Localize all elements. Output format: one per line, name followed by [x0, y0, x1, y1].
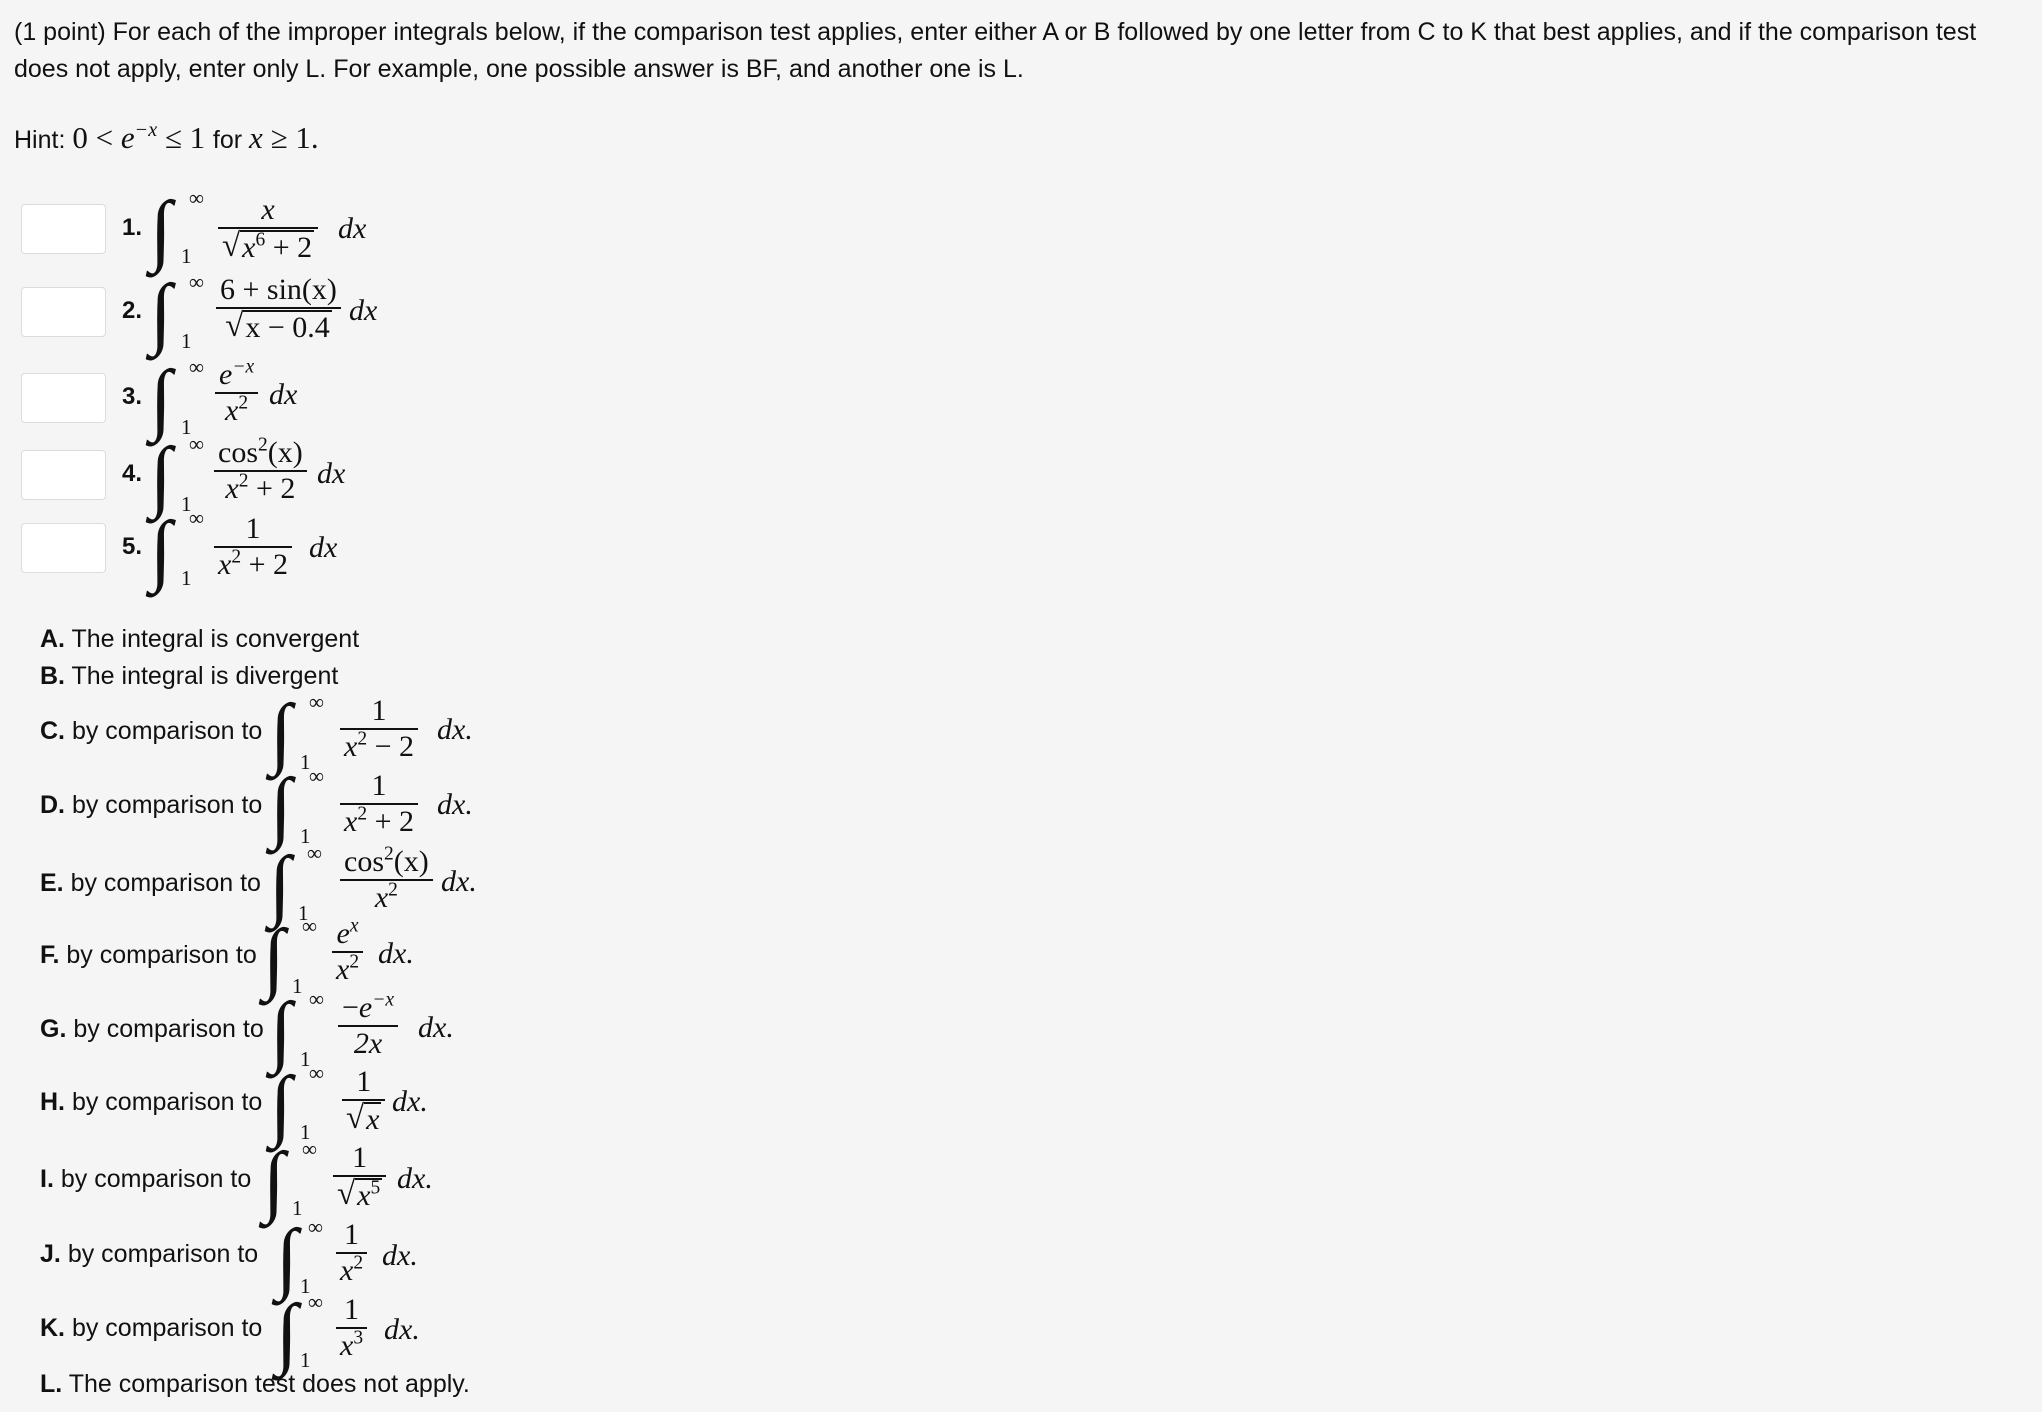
option-d-upper-limit: ∞ — [309, 764, 324, 788]
option-h-integral-sign: ∫ — [270, 1061, 292, 1149]
option-j-integral-sign: ∫ — [276, 1214, 298, 1302]
integral-sign-1: ∫ — [150, 186, 172, 274]
differential-2: dx — [349, 294, 378, 327]
option-c: C. by comparison to — [40, 717, 263, 745]
option-d-lower-limit: 1 — [300, 824, 311, 848]
problem-number-1: 1. — [122, 214, 143, 241]
option-i-upper-limit: ∞ — [302, 1137, 317, 1161]
option-g-integral-sign: ∫ — [270, 987, 292, 1075]
option-e-differential: dx. — [441, 865, 477, 898]
option-k-differential: dx. — [384, 1313, 420, 1346]
differential-3: dx — [269, 378, 298, 411]
option-d-integral-sign: ∫ — [270, 763, 292, 851]
integrand-2: 6 + sin(x) √ x − 0.4 — [216, 274, 341, 343]
lower-limit-4: 1 — [181, 492, 192, 516]
integrand-3: $e^{-x}$ $x^2$ — [215, 359, 258, 426]
integral-sign-2: ∫ — [150, 269, 172, 357]
differential-4: dx — [317, 457, 346, 490]
lower-limit-2: 1 — [181, 329, 192, 353]
problem-number-5: 5. — [122, 533, 143, 560]
option-e-upper-limit: ∞ — [307, 841, 322, 865]
option-e-integral-sign: ∫ — [269, 841, 291, 929]
option-i: I. by comparison to — [40, 1165, 252, 1193]
integral-sign-3: ∫ — [150, 355, 172, 443]
option-h-integrand: 1 √ x — [342, 1066, 385, 1135]
upper-limit-1: ∞ — [189, 186, 204, 210]
answer-input-5[interactable] — [21, 523, 106, 573]
problem-instructions: (1 point) For each of the improper integrals below, if the comparison test applies, enter either A or B followed by one letter from C to K that best applies, and if the comparison test does not apply, enter only L. For example, one possible answer is BF, and another one is L. — [14, 18, 1977, 83]
option-i-integrand: 1 √ $x^5$ — [333, 1142, 386, 1211]
option-g-upper-limit: ∞ — [309, 987, 324, 1011]
hint-condition: x ≥ 1. — [249, 120, 319, 155]
hint-label: Hint: — [14, 126, 66, 154]
option-e-lower-limit: 1 — [298, 901, 309, 925]
option-h-lower-limit: 1 — [300, 1120, 311, 1144]
option-j-differential: dx. — [382, 1239, 418, 1272]
option-g: G. by comparison to — [40, 1015, 264, 1043]
option-k-lower-limit: 1 — [300, 1348, 311, 1372]
hint-inequality: $0 < e^{-x} \le 1$ — [72, 118, 206, 155]
option-i-differential: dx. — [397, 1162, 433, 1195]
option-d-differential: dx. — [437, 788, 473, 821]
problem-number-3: 3. — [122, 383, 143, 410]
hint-for: for — [212, 126, 243, 154]
option-c-integrand: 1 $x^2 - 2$ — [340, 695, 418, 762]
option-d-integrand: 1 $x^2 + 2$ — [340, 770, 418, 837]
option-c-lower-limit: 1 — [300, 750, 311, 774]
differential-1: dx — [338, 212, 367, 245]
option-l: L. The comparison test does not apply. — [40, 1370, 470, 1398]
upper-limit-3: ∞ — [189, 355, 204, 379]
option-d: D. by comparison to — [40, 791, 263, 819]
option-a: A. The integral is convergent — [40, 625, 360, 653]
option-j-upper-limit: ∞ — [308, 1215, 323, 1239]
option-h: H. by comparison to — [40, 1088, 263, 1116]
answer-input-2[interactable] — [21, 287, 106, 337]
answer-input-3[interactable] — [21, 373, 106, 423]
hint — [14, 118, 319, 160]
option-k: K. by comparison to — [40, 1314, 263, 1342]
option-j-integrand: 1 $x^2$ — [336, 1219, 367, 1286]
option-f-integrand: $e^x$ $x^2$ — [332, 918, 363, 985]
integral-sign-5: ∫ — [150, 506, 172, 594]
option-g-differential: dx. — [418, 1011, 454, 1044]
problem-number-2: 2. — [122, 297, 143, 324]
option-k-integrand: 1 $x^3$ — [336, 1294, 367, 1361]
option-g-integrand: $-e^{-x}$ 2x — [338, 992, 398, 1059]
option-h-upper-limit: ∞ — [309, 1061, 324, 1085]
answer-input-4[interactable] — [21, 450, 106, 500]
lower-limit-3: 1 — [181, 415, 192, 439]
option-i-lower-limit: 1 — [292, 1196, 303, 1220]
upper-limit-5: ∞ — [189, 506, 204, 530]
option-h-differential: dx. — [392, 1085, 428, 1118]
option-e: E. by comparison to — [40, 869, 261, 897]
answer-input-1[interactable] — [21, 204, 106, 254]
option-c-differential: dx. — [437, 713, 473, 746]
option-j-lower-limit: 1 — [300, 1274, 311, 1298]
option-f-integral-sign: ∫ — [263, 914, 285, 1002]
integrand-5: 1 $x^2 + 2$ — [214, 513, 292, 580]
option-f-differential: dx. — [378, 937, 414, 970]
problem-number-4: 4. — [122, 460, 143, 487]
lower-limit-1: 1 — [181, 244, 192, 268]
option-b: B. The integral is divergent — [40, 662, 339, 690]
option-c-integral-sign: ∫ — [270, 689, 292, 777]
option-f: F. by comparison to — [40, 941, 257, 969]
option-c-upper-limit: ∞ — [309, 690, 324, 714]
upper-limit-4: ∞ — [189, 432, 204, 456]
option-f-upper-limit: ∞ — [302, 914, 317, 938]
option-k-integral-sign: ∫ — [276, 1289, 298, 1377]
lower-limit-5: 1 — [181, 566, 192, 590]
option-i-integral-sign: ∫ — [263, 1137, 285, 1225]
option-f-lower-limit: 1 — [292, 974, 303, 998]
integrand-1: x √ $x^6 + 2$ — [218, 194, 318, 263]
upper-limit-2: ∞ — [189, 270, 204, 294]
integral-sign-4: ∫ — [150, 432, 172, 520]
differential-5: dx — [309, 531, 338, 564]
option-g-lower-limit: 1 — [300, 1047, 311, 1071]
option-e-integrand: $\cos^2(x)$ $x^2$ — [340, 846, 433, 913]
integrand-4: $\cos^2(x)$ $x^2 + 2$ — [214, 437, 307, 504]
option-j: J. by comparison to — [40, 1240, 259, 1268]
option-k-upper-limit: ∞ — [308, 1290, 323, 1314]
